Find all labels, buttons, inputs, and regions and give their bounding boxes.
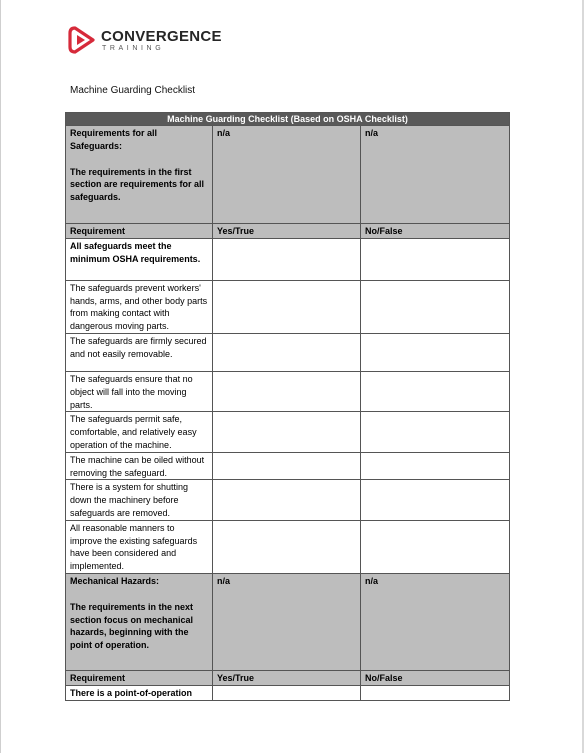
section-heading-cell	[66, 126, 213, 224]
company-logo	[67, 25, 222, 55]
yes-answer-cell[interactable]	[213, 480, 361, 520]
section-heading-cell	[66, 573, 213, 670]
yes-answer-cell[interactable]	[213, 452, 361, 480]
requirement-cell: The safeguards prevent workers' hands, arms, and other body parts from making contact with dangerous moving parts.	[66, 280, 213, 333]
brand-tagline: TRAINING	[102, 44, 165, 52]
yes-answer-cell[interactable]	[213, 333, 361, 371]
section-na-yes: n/a	[213, 573, 361, 670]
convergence-logo-icon	[67, 25, 97, 55]
no-answer-cell[interactable]	[361, 280, 510, 333]
table-banner: Machine Guarding Checklist (Based on OSHA Checklist)	[66, 113, 510, 126]
section-note: The requirements in the first section are requirements for all safeguards.	[70, 166, 205, 203]
yes-answer-cell[interactable]	[213, 520, 361, 573]
section-note: The requirements in the next section focus on mechanical hazards, beginning with the point of operation.	[70, 601, 194, 651]
header-requirement: Requirement	[66, 670, 213, 685]
no-answer-cell[interactable]	[361, 452, 510, 480]
yes-answer-cell[interactable]	[213, 412, 361, 452]
section-na-yes: n/a	[213, 126, 361, 224]
no-answer-cell[interactable]	[361, 520, 510, 573]
section-heading: Mechanical Hazards:	[70, 575, 160, 586]
requirement-cell: The safeguards permit safe, comfortable, and relatively easy operation of the machine.	[66, 412, 213, 452]
yes-answer-cell[interactable]	[213, 371, 361, 411]
no-answer-cell[interactable]	[361, 412, 510, 452]
header-yes-true: Yes/True	[213, 670, 361, 685]
requirement-cell: All reasonable manners to improve the existing safeguards have been considered and implemented.	[66, 520, 213, 573]
requirement-cell: The machine can be oiled without removing the safeguard.	[66, 452, 213, 480]
page-edge-left	[0, 0, 1, 753]
requirement-cell: The safeguards are firmly secured and not easily removable.	[66, 333, 213, 371]
header-no-false: No/False	[361, 670, 510, 685]
yes-answer-cell[interactable]	[213, 685, 361, 700]
section-na-no: n/a	[361, 573, 510, 670]
no-answer-cell[interactable]	[361, 685, 510, 700]
section-na-no: n/a	[361, 126, 510, 224]
requirement-cell: There is a system for shutting down the machinery before safeguards are removed.	[66, 480, 213, 520]
requirement-cell: There is a point-of-operation	[66, 685, 213, 700]
brand-name: CONVERGENCE	[101, 27, 222, 45]
header-yes-true: Yes/True	[213, 224, 361, 239]
header-no-false: No/False	[361, 224, 510, 239]
section-heading: Requirements for all Safeguards:	[70, 128, 158, 151]
no-answer-cell[interactable]	[361, 371, 510, 411]
document-title: Machine Guarding Checklist	[70, 85, 196, 96]
requirement-cell: The safeguards ensure that no object will fall into the moving parts.	[66, 371, 213, 411]
header-requirement: Requirement	[66, 224, 213, 239]
machine-guarding-checklist-table	[65, 112, 510, 701]
no-answer-cell[interactable]	[361, 333, 510, 371]
requirement-cell: All safeguards meet the minimum OSHA requirements.	[66, 238, 213, 280]
no-answer-cell[interactable]	[361, 480, 510, 520]
yes-answer-cell[interactable]	[213, 280, 361, 333]
no-answer-cell[interactable]	[361, 238, 510, 280]
yes-answer-cell[interactable]	[213, 238, 361, 280]
